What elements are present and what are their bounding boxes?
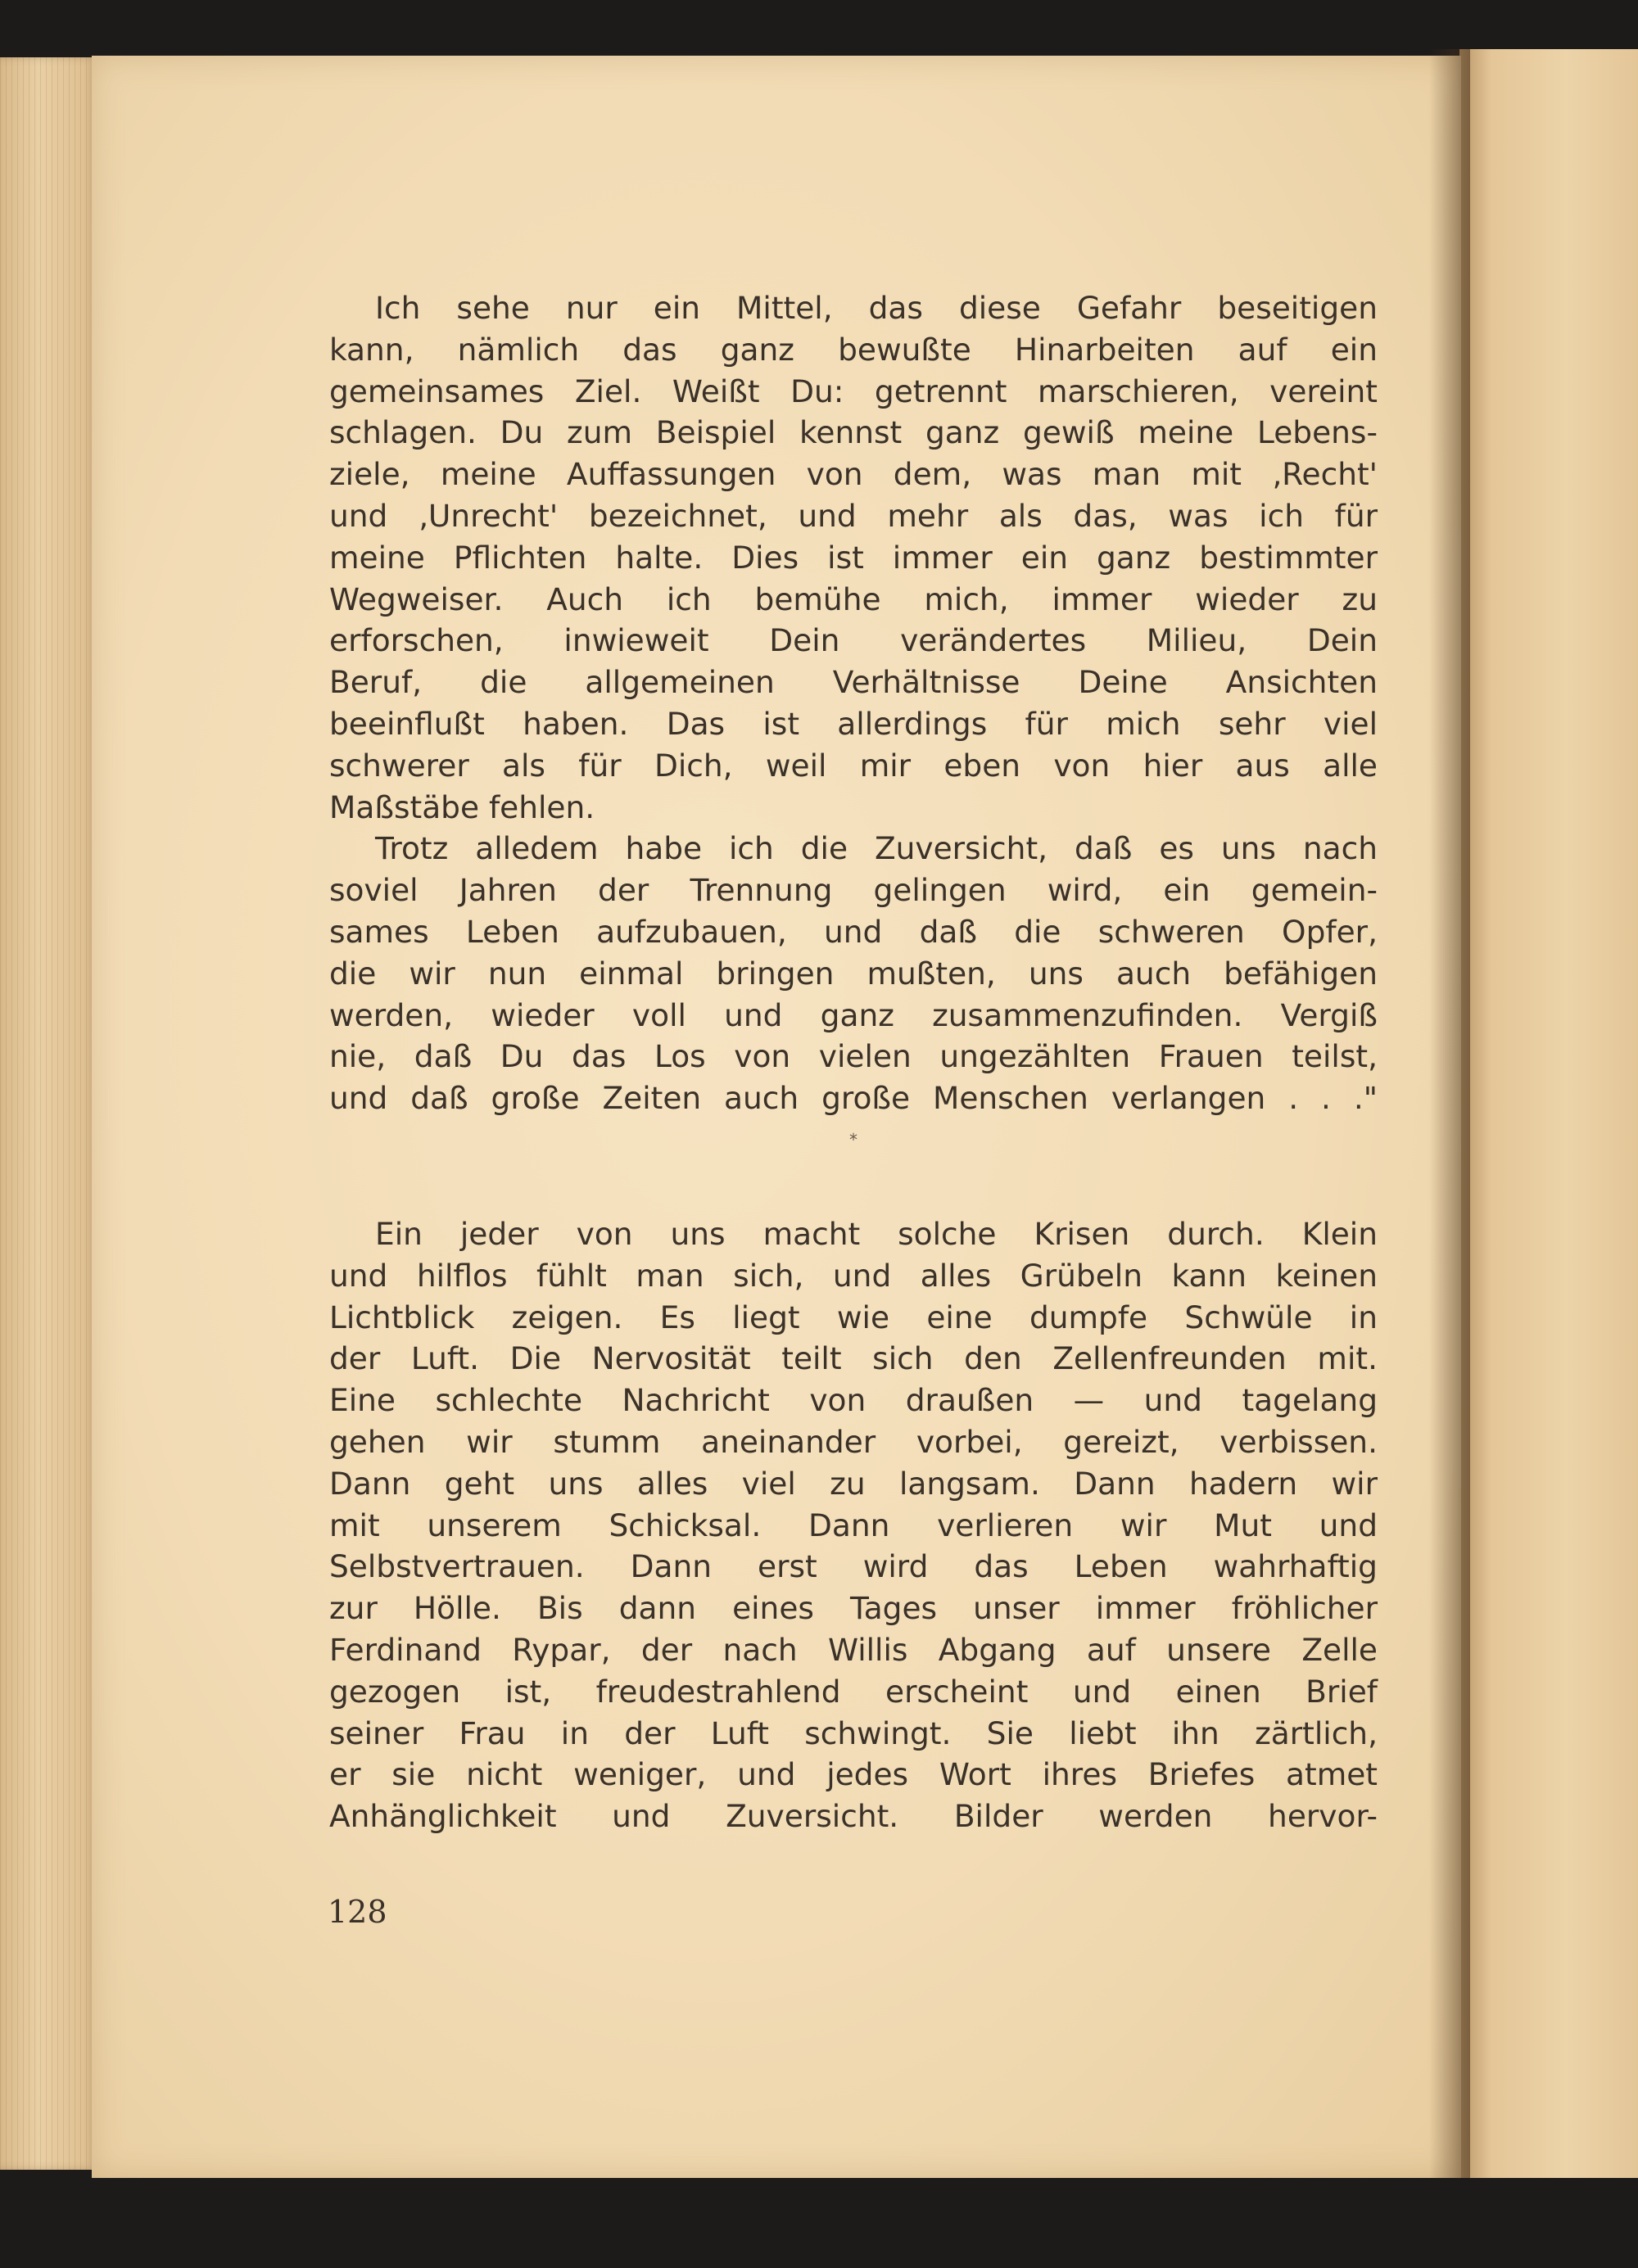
text-line: sames Leben aufzubauen, und daß die schweren Opfer, (329, 913, 1378, 950)
text-line: Wegweiser. Auch ich bemühe mich, immer wieder zu (329, 581, 1378, 617)
text-line: Ich sehe nur ein Mittel, das diese Gefahr beseitigen (375, 290, 1378, 326)
left-page-edges (0, 57, 97, 2170)
paragraph-1 (329, 287, 1378, 828)
text-line: ziele, meine Auffassungen von dem, was man mit ‚Recht' (329, 456, 1378, 493)
text-line: schlagen. Du zum Beispiel kennst ganz gewiß meine Lebens- (329, 414, 1378, 451)
text-line: mit unserem Schicksal. Dann verlieren wir Mut und (329, 1507, 1378, 1543)
right-page-edge (1459, 49, 1638, 2178)
text-line: kann, nämlich das ganz bewußte Hinarbeiten auf ein (329, 331, 1378, 368)
text-line: Beruf, die allgemeinen Verhältnisse Deine Ansichten (329, 664, 1378, 701)
text-line: nie, daß Du das Los von vielen ungezählten Frauen teilst, (329, 1038, 1378, 1075)
text-line: seiner Frau in der Luft schwingt. Sie liebt ihn zärtlich, (329, 1715, 1378, 1751)
text-line: Selbstvertrauen. Dann erst wird das Leben wahrhaftig (329, 1548, 1378, 1585)
text-line: Lichtblick zeigen. Es liegt wie eine dumpfe Schwüle in (329, 1299, 1378, 1335)
text-line: und daß große Zeiten auch große Menschen verlangen . . ." (329, 1080, 1378, 1117)
text-line: gehen wir stumm aneinander vorbei, gereizt, verbissen. (329, 1423, 1378, 1460)
text-line: der Luft. Die Nervosität teilt sich den Zellenfreunden mit. (329, 1340, 1378, 1377)
section-separator: * (849, 1129, 857, 1150)
text-line: soviel Jahren der Trennung gelingen wird, ein gemein- (329, 872, 1378, 909)
text-line: zur Hölle. Bis dann eines Tages unser immer fröhlicher (329, 1590, 1378, 1627)
text-line: Dann geht uns alles viel zu langsam. Dann hadern wir (329, 1465, 1378, 1502)
book-page (92, 56, 1461, 2178)
paragraph-3 (329, 1213, 1378, 1837)
text-line: Maßstäbe fehlen. (329, 788, 595, 825)
paragraph-2 (329, 828, 1378, 1119)
text-line: meine Pflichten halte. Dies ist immer ein ganz bestimmter (329, 539, 1378, 576)
body-text (329, 287, 1378, 1837)
page-number: 128 (328, 1894, 387, 1930)
text-line: erforschen, inwieweit Dein verändertes Milieu, Dein (329, 622, 1378, 659)
text-line: gemeinsames Ziel. Weißt Du: getrennt marschieren, vereint (329, 373, 1378, 409)
text-line: beeinflußt haben. Das ist allerdings für mich sehr viel (329, 705, 1378, 742)
text-line: und ‚Unrecht' bezeichnet, und mehr als das, was ich für (329, 497, 1378, 534)
text-line: Ferdinand Rypar, der nach Willis Abgang auf unsere Zelle (329, 1631, 1378, 1668)
text-line: Anhänglichkeit und Zuversicht. Bilder werden hervor- (329, 1798, 1378, 1835)
text-line: Ein jeder von uns macht solche Krisen durch. Klein (375, 1215, 1378, 1252)
book-gutter-shadow (1429, 49, 1470, 2178)
text-line: schwerer als für Dich, weil mir eben von hier aus alle (329, 747, 1378, 784)
text-line: die wir nun einmal bringen mußten, uns auch befähigen (329, 955, 1378, 992)
text-line: gezogen ist, freudestrahlend erscheint und einen Brief (329, 1673, 1378, 1710)
text-line: und hilflos fühlt man sich, und alles Grübeln kann keinen (329, 1257, 1378, 1294)
text-line: Eine schlechte Nachricht von draußen — und tagelang (329, 1382, 1378, 1419)
text-line: Trotz alledem habe ich die Zuversicht, daß es uns nach (375, 830, 1378, 867)
text-line: werden, wieder voll und ganz zusammenzufinden. Vergiß (329, 996, 1378, 1033)
text-line: er sie nicht weniger, und jedes Wort ihres Briefes atmet (329, 1756, 1378, 1793)
